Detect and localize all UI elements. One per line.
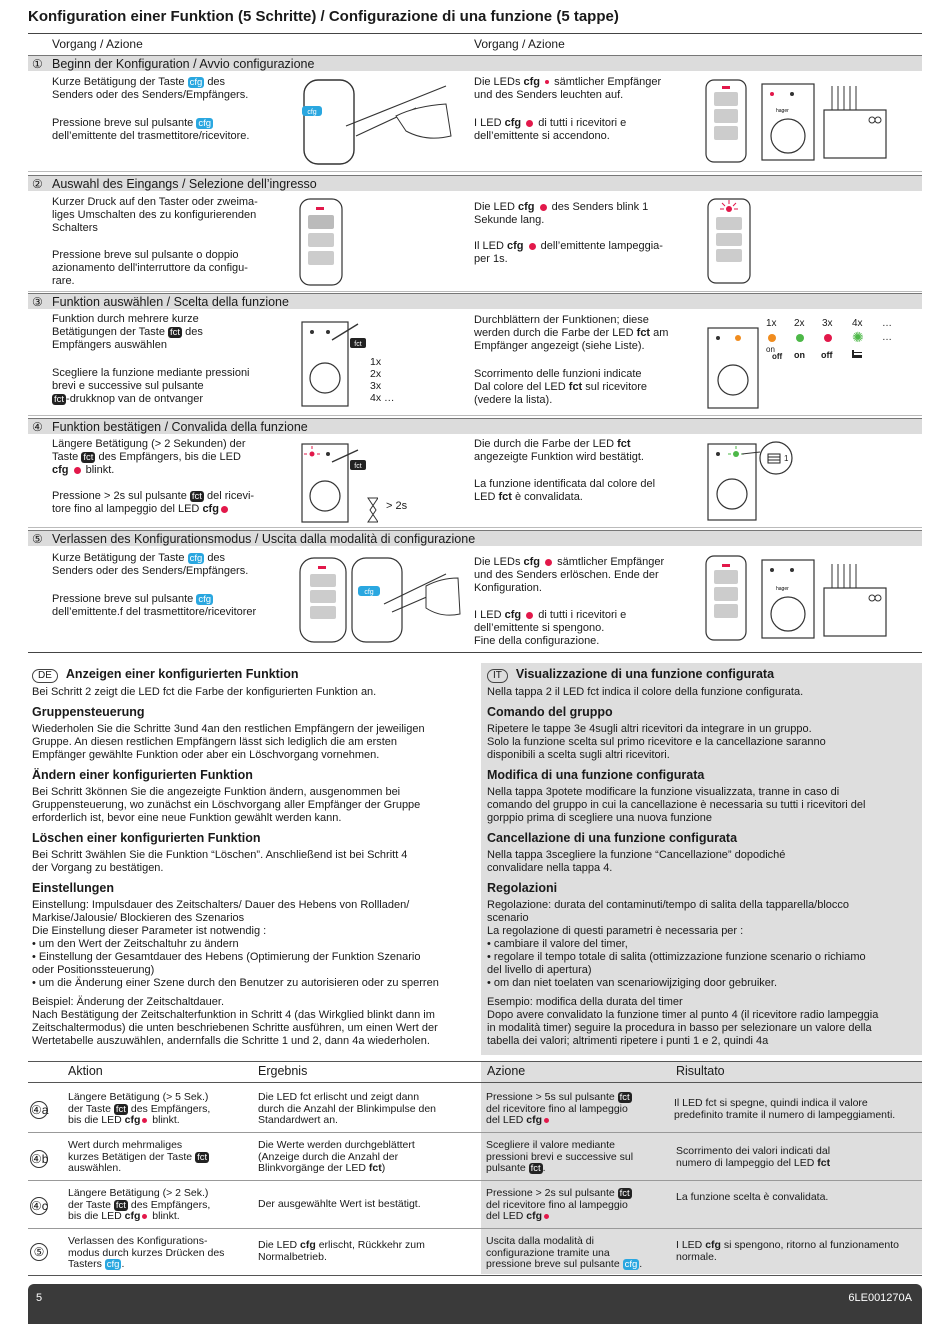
step-2-left-it: Pressione breve sul pulsante o doppio azionamento dell'interruttore da configu- rare. bbox=[52, 249, 248, 287]
de-section-modify: Ändern einer konfigurierten Funktion bbox=[32, 768, 253, 782]
step-4-left-it: Pressione > 2s sul pulsante fct del ricevi- tore fino al lampeggio del LED cfg bbox=[52, 490, 255, 515]
de-heading: DE Anzeigen einer konfigurierten Funktion bbox=[32, 667, 299, 683]
table-row: Längere Betätigung (> 2 Sek.) der Taste fct des Empfängers, bis die LED cfg blinkt. Der ausgewählte Wert ist bestätigt. Pressione > 2s sul pulsante fct del ricevitore fino al lampeggio del LED cfg La funzione scelta è convalidata. bbox=[68, 1187, 829, 1222]
step-2-right-de: Die LED cfg des Senders blink 1 Sekunde lang. bbox=[474, 201, 649, 226]
title-rule bbox=[28, 33, 922, 34]
table-header-risultato: Risultato bbox=[676, 1064, 725, 1078]
blind-icon bbox=[852, 350, 862, 358]
it-section-modify-text: Nella tappa 3potete modificare la funzione visualizzata, tranne in caso di comando del gruppo in cui la cancellazione è necessaria su tutti i ricevitori del gorppio prima di scegliere una nuova funzione bbox=[487, 786, 866, 824]
step-1-divider bbox=[28, 171, 922, 172]
table-bottom-rule bbox=[28, 1275, 922, 1276]
step-3-left-de: Funktion durch mehrere kurze Betätigungen der Taste fct des Empfängers auswählen bbox=[52, 313, 203, 351]
step-1-left-it: Pressione breve sul pulsante cfg dell’emittente del trasmettitore/ricevitore. bbox=[52, 117, 250, 142]
hold-time-label: > 2s bbox=[386, 500, 408, 512]
led-blink-icon: ✺ bbox=[852, 329, 864, 345]
it-heading: IT Visualizzazione di una funzione configurata bbox=[487, 667, 774, 683]
page-title: Konfiguration einer Funktion (5 Schritte) / Configurazione di una funzione (5 tappe) bbox=[28, 8, 619, 25]
step-1-right-it: I LED cfg di tutti i ricevitori e dell’emittente si accendono. bbox=[474, 117, 627, 142]
svg-text:fct: fct bbox=[354, 341, 362, 348]
step-3-press-counts: 1x 2x 3x 4x … bbox=[370, 356, 395, 404]
it-section-delete: Cancellazione di una funzione configurata bbox=[487, 831, 738, 845]
step-5-left-de: Kurze Betätigung der Taste cfg des Senders oder des Senders/Empfängers. bbox=[52, 552, 249, 577]
table-row-step: ⑤ bbox=[30, 1243, 48, 1261]
it-section-group: Comando del gruppo bbox=[487, 705, 613, 719]
step-5-right-de: Die LEDs cfg sämtlicher Empfänger und des Senders erlöschen. Ende der Konfiguration. bbox=[474, 556, 665, 594]
it-section-group-text: Ripetere le tappe 3e 4sugli altri ricevitori da integrare in un gruppo. Solo la funzione scelta sul primo ricevitore e la cancellazione saranno disponibili a scelta sugli altri ricevitori. bbox=[487, 723, 826, 761]
table-row: Wert durch mehrmaliges kurzes Betätigen der Taste fct auswählen. Die Werte werden durchgeblättert (Anzeige durch die Anzahl der Blinkvorgänge der LED fct) Scegliere il valore mediante pressioni brevi e successive sul pulsante fct . Scorrimento dei valori indicati dal numero di lampeggio del LED fct bbox=[68, 1139, 831, 1174]
svg-text:fct: fct bbox=[354, 463, 362, 470]
table-row-rule bbox=[28, 1228, 922, 1229]
step-3-left-it: Scegliere la funzione mediante pressioni brevi e successive sul pulsante fct -drukknop van de ontvanger bbox=[52, 367, 250, 405]
document-code: 6LE001270A bbox=[848, 1292, 912, 1304]
brand-label-2: hager bbox=[776, 586, 789, 592]
step-1-left-de: Kurze Betätigung der Taste cfg des Senders oder des Senders/Empfängers. bbox=[52, 76, 249, 101]
step-5-devices-illustration bbox=[702, 552, 922, 646]
table-row-step: ④a bbox=[31, 1103, 49, 1117]
table-row: Verlassen des Konfigurations- modus durch kurzes Drücken des Tasters cfg . Die LED cfg erlischt, Rückkehr zum Normalbetrieb. Uscita dalla modalità di configurazione tramite una pressione breve sul pulsante cfg . I LED cfg si spengono, ritorno al funzionamento normale. bbox=[68, 1235, 899, 1270]
step-4-right-it: La funzione identificata dal colore del LED fct è convalidata. bbox=[474, 478, 656, 503]
step-2-switch-illustration bbox=[294, 195, 374, 290]
step-4-receiver-hold-illustration bbox=[298, 440, 378, 526]
step-4-bar: ④ Funktion bestätigen / Convalida della funzione bbox=[28, 418, 922, 434]
de-example-text: Beispiel: Änderung der Zeitschaltdauer. Nach Bestätigung der Zeitschalterfunktion in Schritt 4 (das Wirkglied blinkt dann im Zeitschaltermodus) die unten beschriebenen Schritte ausführen, um einen Wert der Wertetabelle auszuwählen, andernfalls die Schritte 1 und 2, dann 4a wiederholen. bbox=[32, 996, 438, 1047]
table-row-rule bbox=[28, 1180, 922, 1181]
de-section-settings-text: Einstellung: Impulsdauer des Zeitschalters/ Dauer des Hebens von Rollladen/ Markise/Jalousie/ Blockieren des Szenarios Die Einstellung dieser Parameter ist notwendig : • um den Wert der Zeitschaltuhr zu ändern • Einstellung der Gesamtdauer des Hebens (Optimierung der Funktion Szenario oder Positionssteuerung) • um die Änderung einer Szene durch den Benutzer zu autorisieren oder zu sperren bbox=[32, 899, 439, 989]
de-section-delete: Löschen einer konfigurierten Funktion bbox=[32, 831, 261, 845]
confirm-callout-number: 1 bbox=[784, 454, 789, 463]
it-section-settings-text: Regolazione: durata del contaminuti/tempo di salita della tapparella/blocco scenario La regolazione di questi parametri è necessaria per : • cambiare il valore del timer, • regolare il tempo totale di salita (ottimizzazione funzione scenario o richiamo del livello di apertura) • om dan niet toelaten van scenariowijziging door gebruiker. bbox=[487, 899, 866, 989]
step-3-right-de: Durchblättern der Funktionen; diese werden durch die Farbe der LED fct am Empfänger angezeigt (siehe Liste). bbox=[474, 314, 669, 352]
column-header-right: Vorgang / Azione bbox=[474, 37, 565, 51]
de-section-modify-text: Bei Schritt 3können Sie die angezeigte Funktion ändern, ausgenommen bei Gruppensteuerung, wo zunächst ein Löschvorgang aller Empfänger der Gruppe erforderlich ist, bevor eine neue Funktion gewählt werden kann. bbox=[32, 786, 421, 824]
step-5-bar: ⑤ Verlassen des Konfigurationsmodus / Uscita dalla modalità di configurazione bbox=[28, 530, 922, 546]
table-header-ergebnis: Ergebnis bbox=[258, 1064, 308, 1078]
step-4-divider bbox=[28, 527, 922, 528]
brand-label: hager bbox=[776, 108, 789, 114]
svg-text:cfg: cfg bbox=[307, 109, 317, 116]
step-2-remote-blink-illustration bbox=[702, 195, 762, 290]
step-5-left-it: Pressione breve sul pulsante cfg dell’emittente.f del trasmettitore/ricevitorer bbox=[52, 593, 257, 618]
de-intro: Bei Schritt 2 zeigt die LED fct die Farbe der konfigurierten Funktion an. bbox=[32, 686, 377, 698]
step-4-left-de: Längere Betätigung (> 2 Sekunden) der Taste fct des Empfängers, bis die LED cfg blinkt. bbox=[52, 438, 246, 476]
function-legend: 1x 2x 3x 4x … … ✺ on off on off bbox=[766, 318, 892, 361]
it-intro: Nella tappa 2 il LED fct indica il colore della funzione configurata. bbox=[487, 686, 804, 698]
step-3-bar: ③ Funktion auswählen / Scelta della funzione bbox=[28, 293, 922, 309]
step-4-receiver-confirm-illustration bbox=[704, 440, 804, 524]
table-top-rule bbox=[28, 1061, 922, 1062]
step-2-divider bbox=[28, 291, 922, 292]
table-header-rule bbox=[28, 1082, 922, 1083]
it-section-settings: Regolazioni bbox=[487, 881, 558, 895]
table-row-step: ④c bbox=[31, 1199, 48, 1213]
table-header-aktion: Aktion bbox=[68, 1064, 103, 1078]
step-2-right-it: Il LED cfg dell’emittente lampeggia- per 1s. bbox=[474, 240, 663, 265]
table-row: Längere Betätigung (> 5 Sek.) der Taste fct des Empfängers, bis die LED cfg blinkt. Die LED fct erlischt und zeigt dann durch die Anzahl der Blinkimpulse den Standardwert an. Pressione > 5s sul pulsante fct del ricevitore fino al lampeggio del LED cfg Il LED fct si spegne, quindi indica il valore predefinito tramite il numero di lampeggiamenti. bbox=[68, 1091, 896, 1126]
led-green-icon bbox=[796, 334, 804, 342]
step-3-divider bbox=[28, 415, 922, 416]
led-orange-icon bbox=[768, 334, 776, 342]
it-section-modify: Modifica di una funzione configurata bbox=[487, 768, 705, 782]
step-2-left-de: Kurzer Druck auf den Taster oder zweima- liges Umschalten des zu konfigurierenden Schalters bbox=[52, 196, 258, 234]
step-3-right-it: Scorrimento delle funzioni indicate Dal colore del LED fct sul ricevitore (vedere la lista). bbox=[474, 368, 648, 406]
table-header-azione: Azione bbox=[487, 1064, 526, 1078]
table-row-step: ④b bbox=[31, 1152, 49, 1166]
svg-text:cfg: cfg bbox=[364, 589, 374, 596]
step-1-bar: ① Beginn der Konfiguration / Avvio configurazione bbox=[28, 55, 922, 71]
step-2-bar: ② Auswahl des Eingangs / Selezione dell’ingresso bbox=[28, 175, 922, 191]
page-number: 5 bbox=[36, 1292, 43, 1304]
step-5-remote-press-illustration bbox=[296, 552, 466, 648]
de-section-settings: Einstellungen bbox=[32, 881, 114, 895]
it-example-text: Esempio: modifica della durata del timer Dopo avere convalidato la funzione timer al punto 4 (il ricevitore radio lampeggia in modalità timer) seguire la procedura in basso per selezionare un valore della tabella dei valori; altrimenti ripetere i punti 1 e 2, quindi 4a bbox=[487, 996, 879, 1047]
de-section-group-text: Wiederholen Sie die Schritte 3und 4an den restlichen Empfängern der jeweiligen Gruppe. An diesen restlichen Empfängern lässt sich lediglich die am ersten Empfänger gewählte Funktion oder aber ein Löschvorgang vornehmen. bbox=[32, 723, 425, 761]
de-section-delete-text: Bei Schritt 3wählen Sie die Funktion “Löschen”. Anschließend ist bei Schritt 4 der Vorgang zu bestätigen. bbox=[32, 849, 408, 874]
page-footer bbox=[28, 1284, 922, 1324]
step-1-devices-illustration bbox=[702, 76, 922, 168]
it-section-delete-text: Nella tappa 3scegliere la funzione “Cancellazione” dopodiché convalidare nella tappa 4. bbox=[487, 849, 786, 874]
steps-bottom-rule bbox=[28, 652, 922, 653]
column-header-left: Vorgang / Azione bbox=[52, 37, 143, 51]
step-3-receiver-illustration bbox=[298, 318, 378, 412]
step-4-right-de: Die durch die Farbe der LED fct angezeigte Funktion wird bestätigt. bbox=[474, 438, 644, 463]
step-3-receiver-led-illustration bbox=[704, 324, 764, 412]
remote-press-illustration bbox=[296, 76, 456, 168]
table-row-rule bbox=[28, 1132, 922, 1133]
de-section-group: Gruppensteuerung bbox=[32, 705, 145, 719]
led-red-icon bbox=[824, 334, 832, 342]
step-5-right-it: I LED cfg di tutti i ricevitori e dell’emittente si spengono. Fine della configurazione. bbox=[474, 609, 627, 647]
step-1-right-de: Die LEDs cfg sämtlicher Empfänger und des Senders leuchten auf. bbox=[474, 76, 662, 101]
